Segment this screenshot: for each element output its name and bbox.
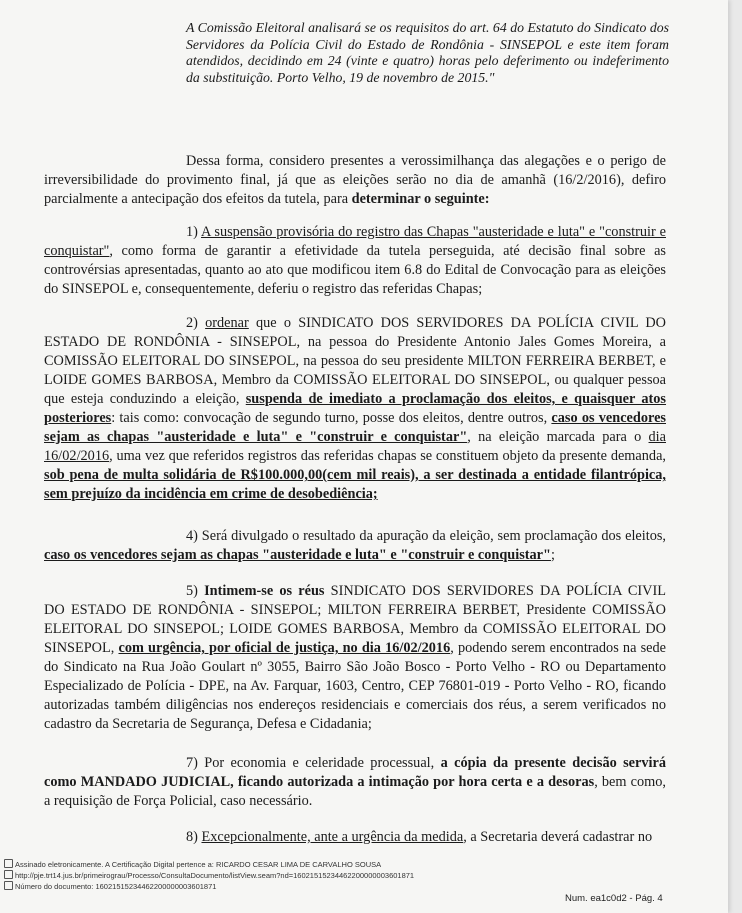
page-number: Num. ea1c0d2 - Pág. 4 (565, 893, 663, 904)
intro-paragraph: Dessa forma, considero presentes a verossimilhança das alegações e o perigo de irreversibilidade do provimento final, já que as eleições serão no dia de amanhã (16/2/2016), defiro parcialmente a antecipação dos efeitos da tutela, para determinar o seguinte: (44, 153, 666, 207)
item-1-paragraph: 1) A suspensão provisória do registro das Chapas "austeridade e luta" e "construir e conquistar", como forma de garantir a efetividade da tutela perseguida, até decisão final sobre as controvérsias apresentadas, quanto ao ato que modificou item 6.8 do Edital de Convocação para as eleições do SINSEPOL e, consequentemente, deferiu o registro das referidas Chapas; (44, 224, 666, 297)
document-icon (4, 881, 13, 890)
link-icon (4, 870, 13, 879)
signature-footer (4, 859, 414, 892)
document-number-line: Número do documento: 16021515234462200000003601871 (4, 881, 414, 892)
signature-icon (4, 859, 13, 868)
item-8-paragraph: 8) Excepcionalmente, ante a urgência da medida, a Secretaria deverá cadastrar no (186, 829, 653, 845)
quoted-excerpt: A Comissão Eleitoral analisará se os requisitos do art. 64 do Estatuto do Sindicato dos Servidores da Polícia Civil do Estado de Rondônia - SINSEPOL e este item foram atendidos, decidindo em 24 (vinte e quatro) horas pelo deferimento ou indeferimento da substituição. Porto Velho, 19 de novembro de 2015." (186, 20, 669, 85)
item-4-paragraph: 4) Será divulgado o resultado da apuração da eleição, sem proclamação dos eleitos, caso os vencedores sejam as chapas "austeridade e luta" e "construir e conquistar"; (44, 528, 666, 563)
signature-line: Assinado eletronicamente. A Certificação Digital pertence a: RICARDO CESAR LIMA DE CARVALHO SOUSA (4, 859, 414, 870)
item-5-paragraph: 5) Intimem-se os réus SINDICATO DOS SERVIDORES DA POLÍCIA CIVIL DO ESTADO DE RONDÔNIA - SINSEPOL; MILTON FERREIRA BERBET, Presidente COMISSÃO ELEITORAL DO SINSEPOL; LOIDE GOMES BARBOSA, Membro da COMISSÃO ELEITORAL DO SINSEPOL, com urgência, por oficial de justiça, no dia 16/02/2016, podendo serem encontrados na sede do Sindicato na Rua João Goulart nº 3055, Bairro São João Bosco - Porto Velho - RO ou Departamento Especializado de Polícia - DPE, na Av. Farquar, 1603, Centro, CEP 76801-019 - Porto Velho - RO, ficando autorizadas também diligências nos endereços residenciais e comerciais dos réus, a serem verificados no cadastro da Secretaria de Segurança, Defesa e Cidadania; (44, 583, 667, 732)
item-7-paragraph: 7) Por economia e celeridade processual, a cópia da presente decisão servirá como MANDADO JUDICIAL, ficando autorizada a intimação por hora certa e a desoras, bem como, a requisição de Força Policial, caso necessário. (44, 755, 666, 809)
document-url-line[interactable]: http://pje.trt14.jus.br/primeirograu/Processo/ConsultaDocumento/listView.seam?nd=16021515234462200000003601871 (4, 870, 414, 881)
item-2-paragraph: 2) ordenar que o SINDICATO DOS SERVIDORES DA POLÍCIA CIVIL DO ESTADO DE RONDÔNIA - SINSEPOL, na pessoa do Presidente Antonio Jales Gomes Moreira, a COMISSÃO ELEITORAL DO SINSEPOL, na pessoa do seu presidente MILTON FERREIRA BERBET, e LOIDE GOMES BARBOSA, Membro da COMISSÃO ELEITORAL DO SINSEPOL, ou qualquer pessoa que esteja conduzindo a eleição, suspenda de imediato a proclamação dos eleitos, e quaisquer atos posteriores: tais como: convocação de segundo turno, posse dos eleitos, dentre outros, caso os vencedores sejam as chapas "austeridade e luta" e "construir e conquistar", na eleição marcada para o dia 16/02/2016, uma vez que referidos registros das referidas chapas se constituem objeto da presente demanda, sob pena de multa solidária de R$100.000,00(cem mil reais), a ser destinada a entidade filantrópica, sem prejuízo da incidência em crime de desobediência; (44, 315, 667, 502)
